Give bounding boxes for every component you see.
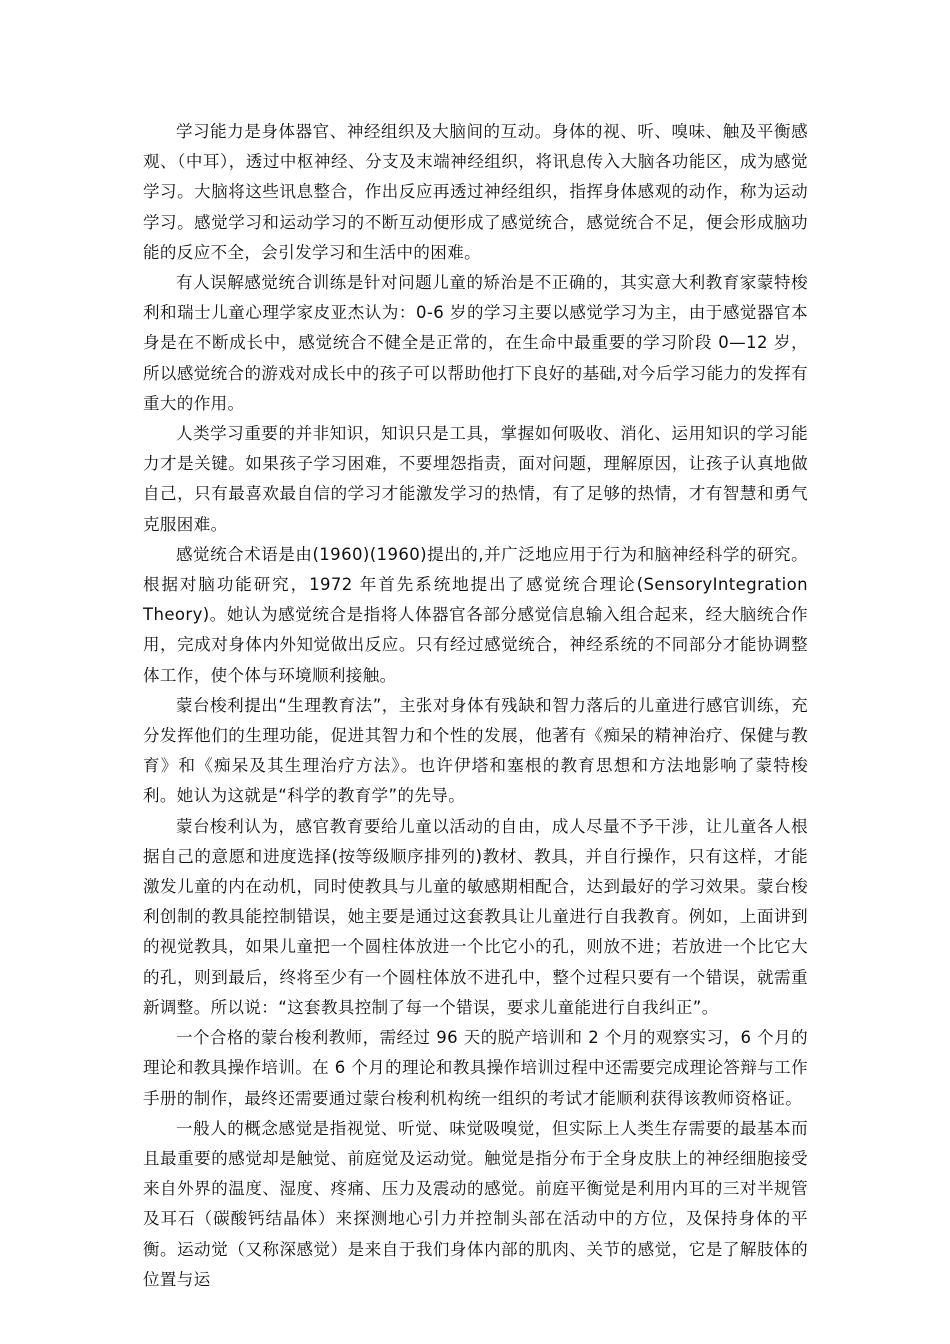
paragraph-basic-senses: 一般人的概念感觉是指视觉、听觉、味觉吸嗅觉，但实际上人类生存需要的最基本而且最重要的感觉却是触觉、前庭觉及运动觉。触觉是指分布于全身皮肤上的神经细胞接受来自外界的温度、湿度、疼痛、压力及震动的感觉。前庭平衡觉是利用内耳的三对半规管及耳石（碳酸钙结晶体）来探测地心引力并控制头部在活动中的方位，及保持身体的平衡。运动觉（又称深感觉）是来自于我们身体内部的肌肉、关节的感觉，它是了解肢体的位置与运 — [143, 1118, 808, 1289]
paragraph-physiological-education: 蒙台梭利提出“生理教育法”，主张对身体有残缺和智力落后的儿童进行感官训练，充分发挥他们的生理功能，促进其智力和个性的发展，他著有《痴呆的精神治疗、保健与教育》和《痴呆及其生理治疗方法》。也许伊塔和塞根的教育思想和方法地影响了蒙特梭利。她认为这就是“科学的教育学”的先导。 — [143, 695, 808, 806]
paragraph-misunderstanding: 有人误解感觉统合训练是针对问题儿童的矫治是不正确的，其实意大利教育家蒙特梭利和瑞士儿童心理学家皮亚杰认为：0-6 岁的学习主要以感觉学习为主，由于感觉器官本身是在不断成长中，感觉统合不健全是正常的，在生命中最重要的学习阶段 0—12 岁，所以感觉统合的游戏对成长中的孩子可以帮助他打下良好的基础,对今后学习能力的发挥有重大的作用。 — [143, 273, 808, 413]
paragraph-sensory-education: 蒙台梭利认为，感官教育要给儿童以活动的自由，成人尽量不予干涉，让儿童各人根据自己的意愿和进度选择(按等级顺序排列的)教材、教具，并自行操作，只有这样，才能激发儿童的内在动机，同时使教具与儿童的敏感期相配合，达到最好的学习效果。蒙台梭利创制的教具能控制错误，她主要是通过这套教具让儿童进行自我教育。例如，上面讲到的视觉教具，如果儿童把一个圆柱体放进一个比它小的孔，则放不进；若放进一个比它大的孔，则到最后，终将至少有一个圆柱体放不进孔中，整个过程只要有一个错误，就需重新调整。所以说：“这套教具控制了每一个错误，要求儿童能进行自我纠正”。 — [143, 816, 808, 1017]
paragraph-sensory-integration-term: 感觉统合术语是由(1960)(1960)提出的,并广泛地应用于行为和脑神经科学的研究。根据对脑功能研究，1972 年首先系统地提出了感觉统合理论(SensoryIntegration Theory)。她认为感觉统合是指将人体器官各部分感觉信息输入组合起来，经大脑统合作用，完成对身体内外知觉做出反应。只有经过感觉统合，神经系统的不同部分才能协调整体工作，使个体与环境顺利接触。 — [143, 544, 808, 685]
paragraph-teacher-qualification: 一个合格的蒙台梭利教师，需经过 96 天的脱产培训和 2 个月的观察实习，6 个月的理论和教具操作培训。在 6 个月的理论和教具操作培训过程中还需要完成理论答辩与工作手册的制作，最终还需要通过蒙台梭利机构统一组织的考试才能顺利获得该教师资格证。 — [143, 1028, 808, 1108]
paragraph-human-learning: 人类学习重要的并非知识，知识只是工具，掌握如何吸收、消化、运用知识的学习能力才是关键。如果孩子学习困难，不要埋怨指责，面对问题，理解原因，让孩子认真地做自己，只有最喜欢最自信的学习才能激发学习的热情，有了足够的热情，才有智慧和勇气克服困难。 — [143, 424, 808, 534]
paragraph-learning-ability: 学习能力是身体器官、神经组织及大脑间的互动。身体的视、听、嗅味、触及平衡感观、（中耳），透过中枢神经、分支及末端神经组织，将讯息传入大脑各功能区，成为感觉学习。大脑将这些讯息整合，作出反应再透过神经组织，指挥身体感观的动作，称为运动学习。感觉学习和运动学习的不断互动便形成了感觉统合，感觉统合不足，便会形成脑功能的反应不全，会引发学习和生活中的困难。 — [143, 122, 808, 262]
document-body — [143, 117, 808, 1295]
